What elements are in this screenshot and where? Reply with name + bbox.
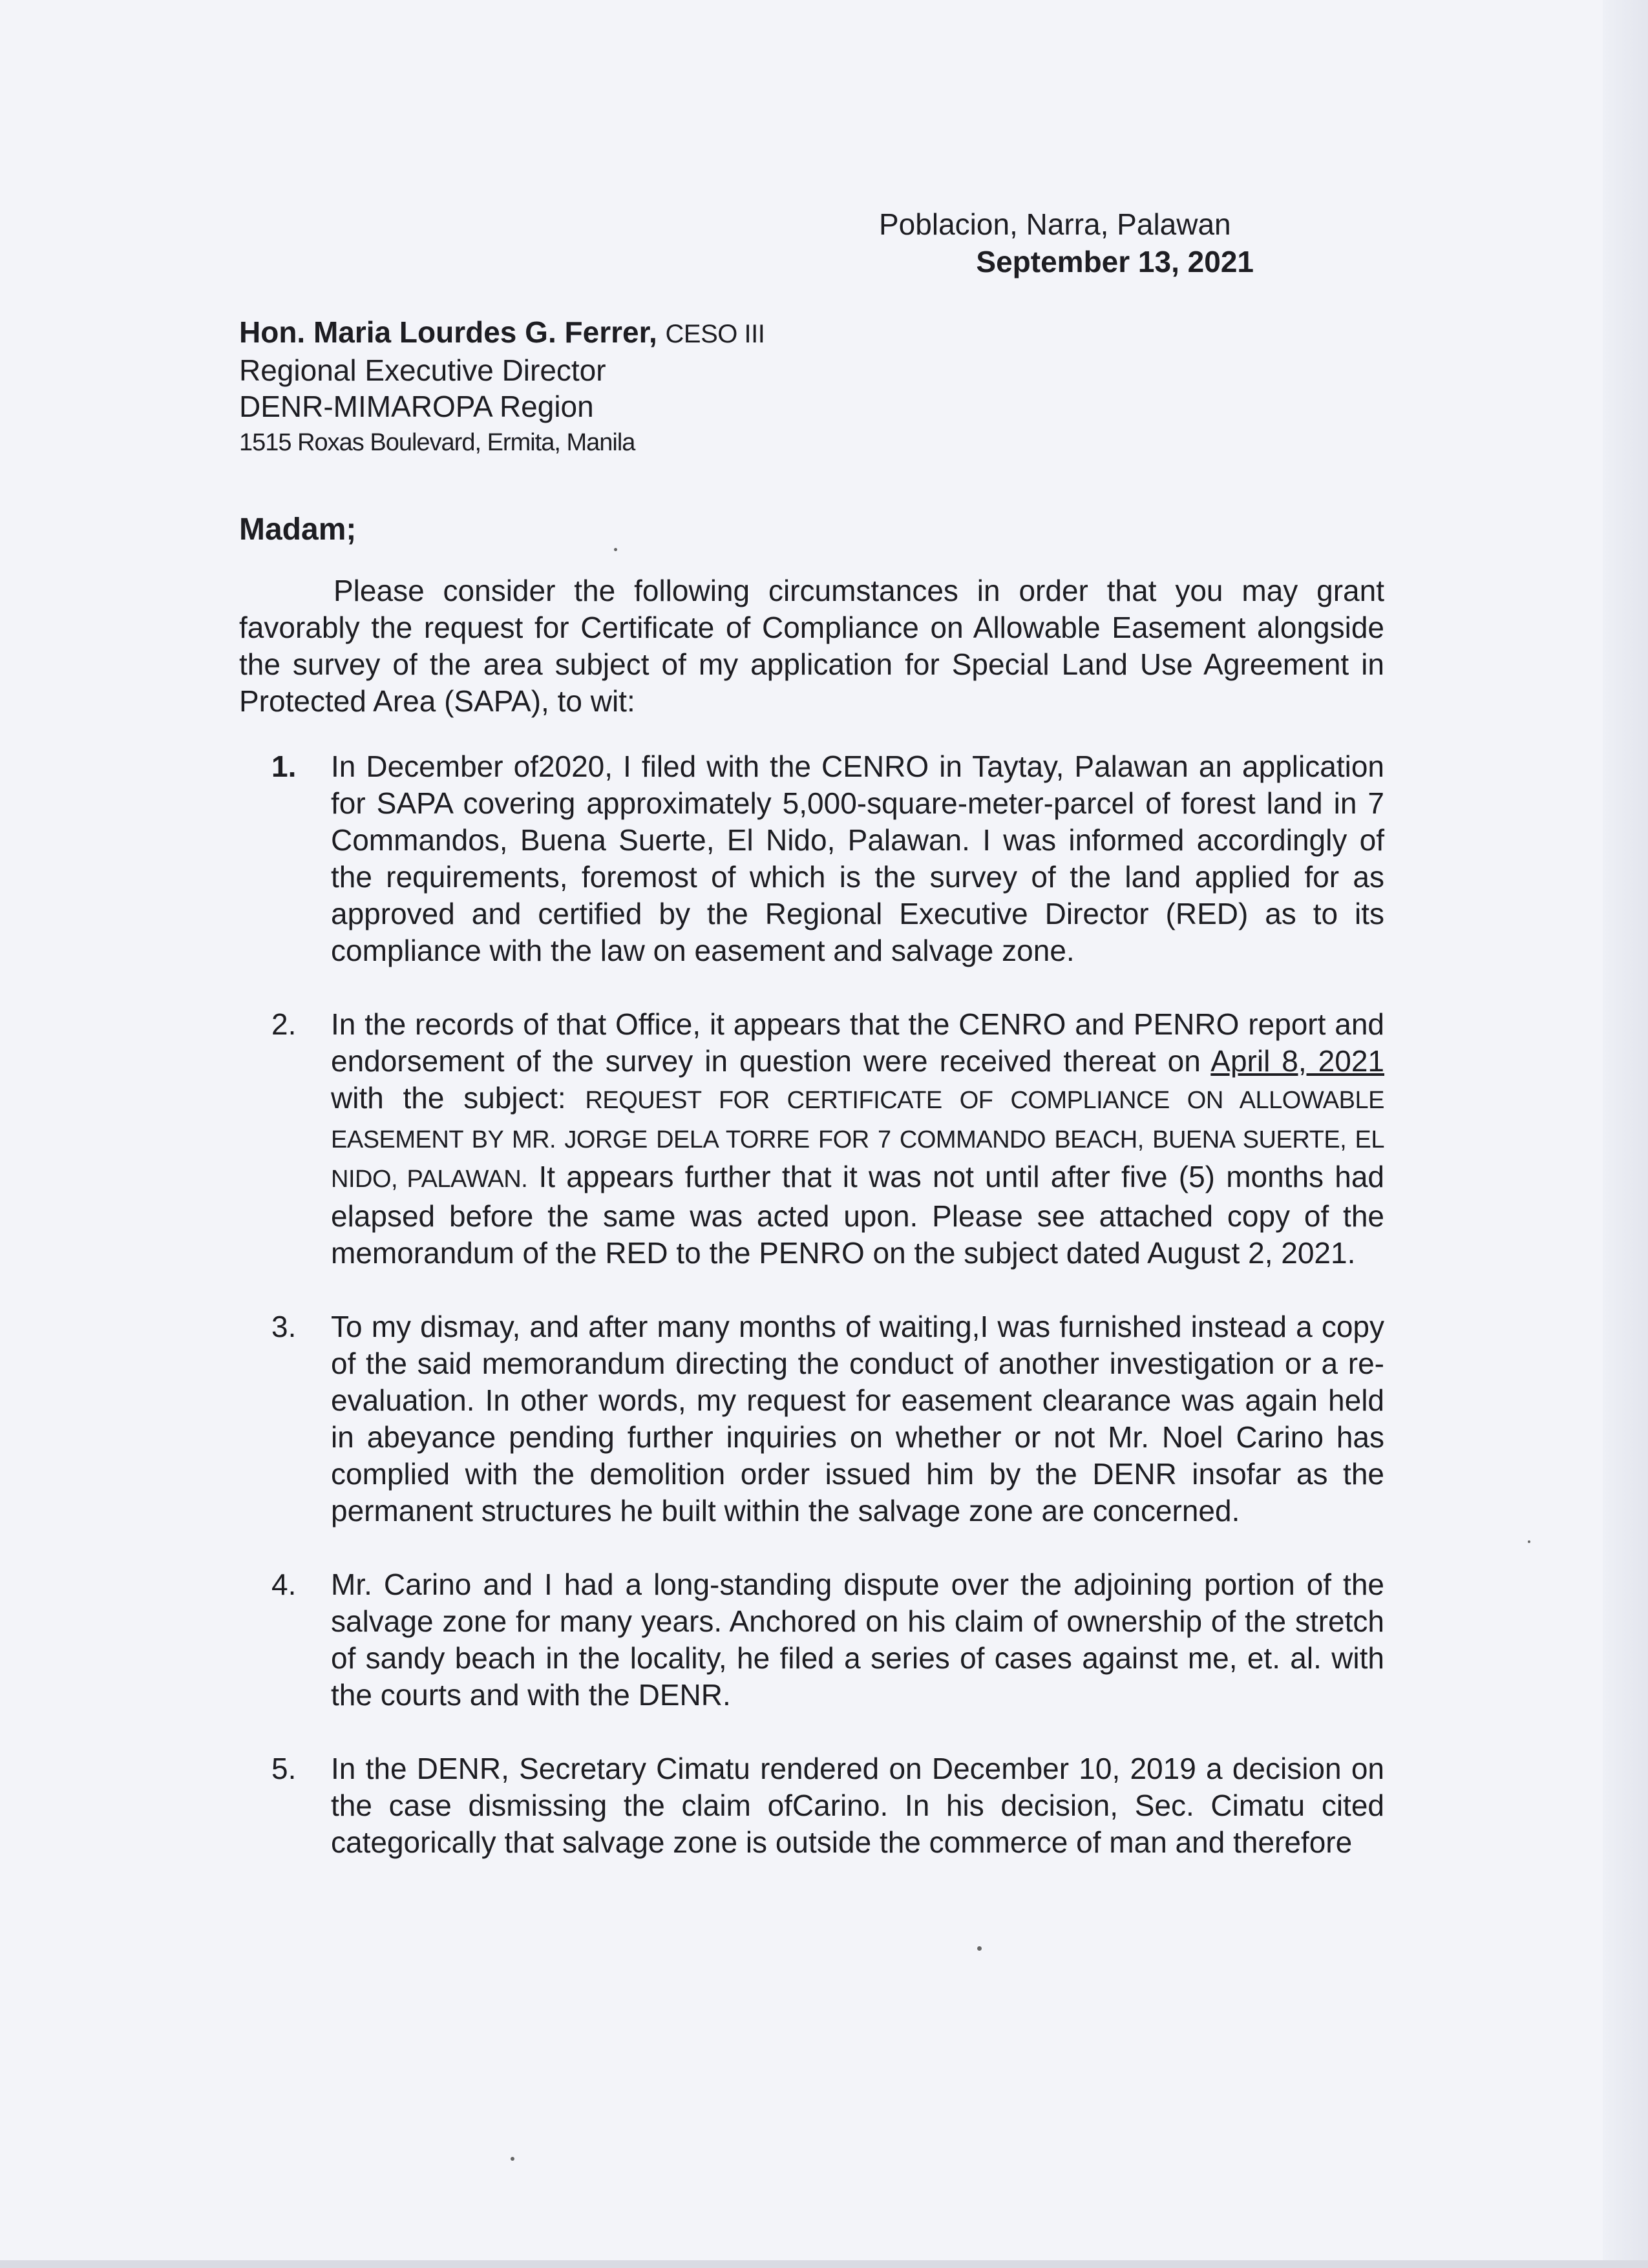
received-date: April 8, 2021 (1210, 1044, 1384, 1078)
scan-speck (511, 2157, 514, 2161)
list-item-text (331, 1007, 1384, 1270)
list-item-number: 4. (271, 1568, 297, 1601)
list-item-number: 3. (271, 1310, 297, 1343)
list-item-text-part: It appears further that it was not until after five (5) months had elapsed before the same was acted upon. Please see attached copy of the memorandum of the RED to the PENRO on the subject dated August 2, 2021. (331, 1160, 1384, 1270)
list-item-number: 2. (271, 1007, 297, 1041)
scan-speck (977, 1946, 982, 1951)
list-item (271, 1566, 1384, 1714)
scan-edge-right (1603, 0, 1648, 2268)
list-item-text-part: In the records of that Office, it appears that the CENRO and PENRO report and endorsement of the survey in question were received thereat on (331, 1007, 1384, 1078)
list-item-text: In the DENR, Secretary Cimatu rendered on December 10, 2019 a decision on the case dismissing the claim ofCarino. In his decision, Sec. Cimatu cited categorically that salvage zone is outside the commerce of man and therefore (331, 1752, 1384, 1859)
place-date-block (879, 205, 1254, 280)
list-item (271, 1308, 1384, 1529)
intro-paragraph (239, 572, 1384, 720)
list-item (271, 748, 1384, 969)
list-item-number: 5. (271, 1752, 297, 1785)
list-item-text: To my dismay, and after many months of waiting,I was furnished instead a copy of the said memorandum directing the conduct of another investigation or a re-evaluation. In other words, my request for easement clearance was again held in abeyance pending further inquiries on whether or not Mr. Noel Carino has complied with the demolition order issued him by the DENR insofar as the permanent structures he built within the salvage zone are concerned. (331, 1310, 1384, 1528)
scan-edge-bottom (0, 2260, 1648, 2268)
list-item-number: 1. (271, 750, 297, 783)
circumstances-list (271, 748, 1384, 1898)
addressee-position: Regional Executive Director (239, 353, 606, 387)
list-item (271, 1750, 1384, 1861)
list-item-text: Mr. Carino and I had a long-standing dispute over the adjoining portion of the salvage zone for many years. Anchored on his claim of ownership of the stretch of sandy beach in the locality, he filed a series of cases against me, et. al. with the courts and with the DENR. (331, 1568, 1384, 1712)
list-item-text-part: with the subject: (331, 1081, 586, 1115)
addressee-name-line (239, 314, 765, 352)
addressee-name: Hon. Maria Lourdes G. Ferrer, (239, 315, 657, 349)
salutation: Madam; (239, 512, 357, 547)
intro-text: Please consider the following circumstances in order that you may grant favorably the request for Certificate of Compliance on Allowable Easement alongside the survey of the area subject of my application for Special Land Use Agreement in Protected Area (SAPA), to wit: (239, 574, 1384, 718)
addressee-title-suffix: CESO III (665, 320, 765, 348)
letter-place: Poblacion, Narra, Palawan (879, 207, 1231, 241)
letter-date: September 13, 2021 (976, 245, 1254, 278)
scan-speck (1528, 1540, 1530, 1543)
addressee-block (239, 314, 765, 461)
addressee-office: DENR-MIMAROPA Region (239, 390, 594, 423)
list-item (271, 1006, 1384, 1272)
list-item-text: In December of2020, I filed with the CENRO in Taytay, Palawan an application for SAPA covering approximately 5,000-square-meter-parcel of forest land in 7 Commandos, Buena Suerte, El Nido, Palawan. I was informed accordingly of the requirements, foremost of which is the survey of the land applied for as approved and certified by the Regional Executive Director (RED) as to its compliance with the law on easement and salvage zone. (331, 750, 1384, 967)
scan-speck (614, 548, 617, 551)
addressee-street: 1515 Roxas Boulevard, Ermita, Manila (239, 429, 635, 456)
subject-line: REQUEST FOR CERTIFICATE OF COMPLIANCE ON ALLOWABLE EASEMENT BY MR. JORGE DELA TORRE FOR 7 COMMANDO BEACH, BUENA SUERTE, EL NIDO, PALAWAN. (331, 1087, 1384, 1193)
